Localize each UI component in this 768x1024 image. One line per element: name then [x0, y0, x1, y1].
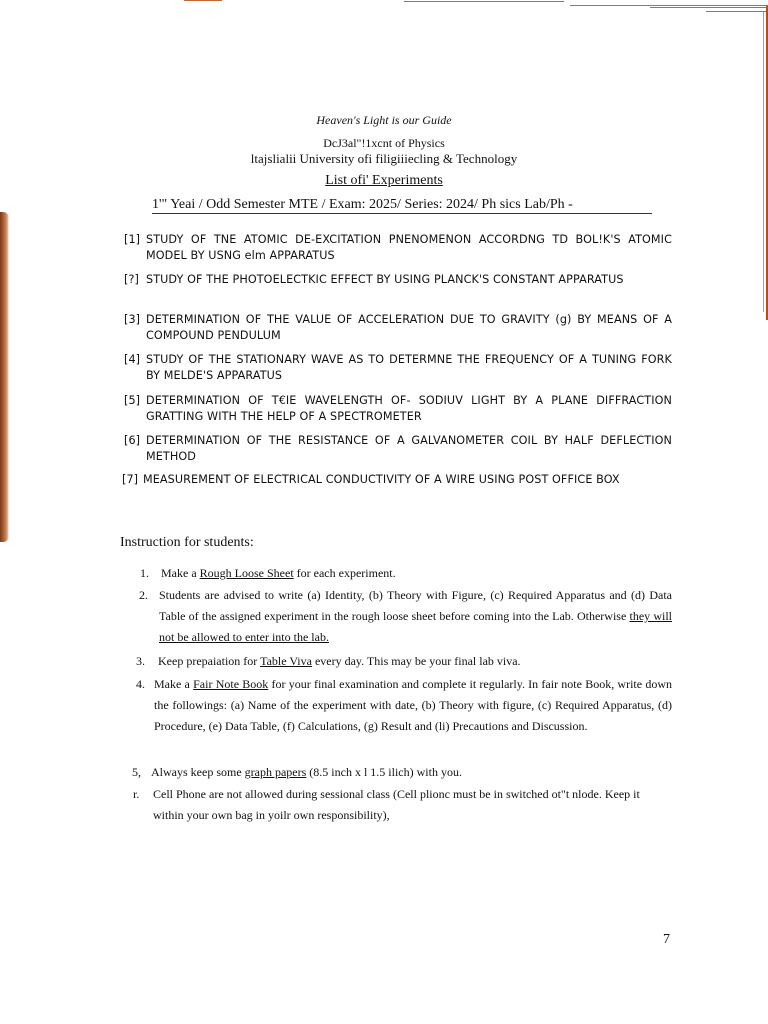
page-edge-top	[404, 1, 564, 2]
instruction-number: 1.	[140, 566, 149, 580]
instruction-item	[140, 563, 670, 584]
instruction-item	[139, 585, 672, 648]
page-edge-left	[0, 212, 9, 542]
course-meta-line: 1'" Yeai / Odd Semester MTE / Exam: 2025/ Series: 2024/ Ph sics Lab/Ph -	[152, 196, 652, 214]
experiment-item	[124, 433, 672, 465]
page-edge-top	[184, 0, 222, 1]
experiment-title: STUDY OF THE STATIONARY WAVE AS TO DETERMNE THE FREQUENCY OF A TUNING FORK BY MELDE'S APPARATUS	[146, 353, 672, 382]
instruction-text-part: Always keep some	[151, 765, 245, 779]
instruction-number: r.	[133, 787, 140, 801]
list-title	[0, 173, 768, 189]
instruction-emphasis: they will not be allowed to enter into the lab.	[159, 609, 673, 644]
instruction-item	[136, 674, 672, 737]
instruction-emphasis: Table Viva	[260, 654, 312, 668]
list-title-text: List ofi' Experiments	[325, 173, 443, 188]
department-name: DcJ3al"!1xcnt of Physics	[323, 136, 445, 150]
experiment-number: [4]	[124, 353, 141, 366]
page-edge-top	[570, 5, 768, 6]
university-name: ltajslialii University ofi filigiiiecling & Technology	[250, 151, 518, 166]
experiment-number: [1]	[124, 233, 141, 246]
instruction-item	[136, 651, 672, 672]
experiment-number: [?]	[124, 273, 139, 286]
instruction-text-part: for each experiment.	[293, 566, 396, 580]
instruction-text-part: Cell Phone are not allowed during sessional class (Cell plionc must be in switched ot"t nlode. Keep it within your own bag in yoilr own responsibility),	[153, 787, 640, 822]
instruction-number: 3.	[136, 654, 145, 668]
instruction-text	[136, 674, 672, 737]
instruction-emphasis: Fair Note Book	[193, 677, 269, 691]
instruction-number: 5,	[132, 765, 141, 779]
page-number: 7	[663, 932, 670, 947]
instruction-text-part: Students are advised to write (a) Identity, (b) Theory with Figure, (c) Required Apparatus and (d) Data Table of the assigned experiment in the rough loose sheet before coming into the Lab. Otherwise	[159, 588, 672, 623]
experiment-title: STUDY OF THE PHOTOELECTKIC EFFECT BY USING PLANCK'S CONSTANT APPARATUS	[146, 273, 624, 286]
experiment-number: [7]	[122, 473, 139, 486]
experiment-number: [5]	[124, 394, 141, 407]
instruction-text	[139, 585, 672, 648]
instruction-text-part: Keep prepaiation for	[158, 654, 261, 668]
instruction-text-part: Make a	[154, 677, 194, 691]
instruction-emphasis: Rough Loose Sheet	[199, 566, 294, 580]
experiment-item	[124, 312, 672, 344]
experiment-title: DETERMINATION OF THE RESISTANCE OF A GALVANOMETER COIL BY HALF DEFLECTION METHOD	[146, 434, 672, 463]
experiment-item	[124, 272, 672, 288]
experiment-item	[124, 352, 672, 384]
instruction-text-part: Make a	[161, 566, 200, 580]
motto: Heaven's Light is our Guide	[316, 113, 452, 127]
instruction-text-part: for your final examination and complete it regularly. In fair note Book, write down the followings: (a) Name of the experiment with date, (b) Theory with figure, (c) Required Apparatus, (d) Procedure, (e) Data Table, (f) Calculations, (g) Result and (li) Precautions and Discussion.	[154, 677, 672, 733]
instruction-text-part: (8.5 inch x l 1.5 ilich) with you.	[306, 765, 462, 779]
experiment-item	[124, 232, 672, 264]
instruction-emphasis: graph papers	[244, 765, 307, 779]
instruction-text	[133, 784, 672, 826]
page-edge-top	[650, 7, 768, 8]
experiment-title: MEASUREMENT OF ELECTRICAL CONDUCTIVITY OF A WIRE USING POST OFFICE BOX	[143, 473, 620, 486]
instruction-item	[132, 762, 672, 783]
experiment-title: DETERMINATION OF T€IE WAVELENGTH OF- SODIUV LIGHT BY A PLANE DIFFRACTION GRATTING WITH THE HELP OF A SPECTROMETER	[146, 394, 672, 423]
instruction-number: 2.	[139, 588, 148, 602]
experiment-title: DETERMINATION OF THE VALUE OF ACCELERATION DUE TO GRAVITY (g) BY MEANS OF A COMPOUND PENDULUM	[146, 313, 672, 342]
experiment-number: [6]	[124, 434, 141, 447]
experiment-title: STUDY OF TNE ATOMIC DE-EXCITATION PNENOMENON ACCORDNG TD BOL!K'S ATOMIC MODEL BY USNG elm APPARATUS	[146, 233, 672, 262]
instruction-item	[133, 784, 672, 826]
experiment-item	[122, 472, 678, 488]
instruction-text-part: every day. This may be your final lab viva.	[311, 654, 521, 668]
instruction-text	[136, 651, 672, 672]
instruction-text	[132, 762, 672, 783]
instruction-text	[140, 563, 670, 584]
experiment-item	[124, 393, 672, 425]
instruction-number: 4.	[136, 677, 145, 691]
page-edge-top	[706, 11, 768, 12]
instructions-title: Instruction for students:	[120, 535, 254, 550]
experiment-number: [3]	[124, 313, 141, 326]
